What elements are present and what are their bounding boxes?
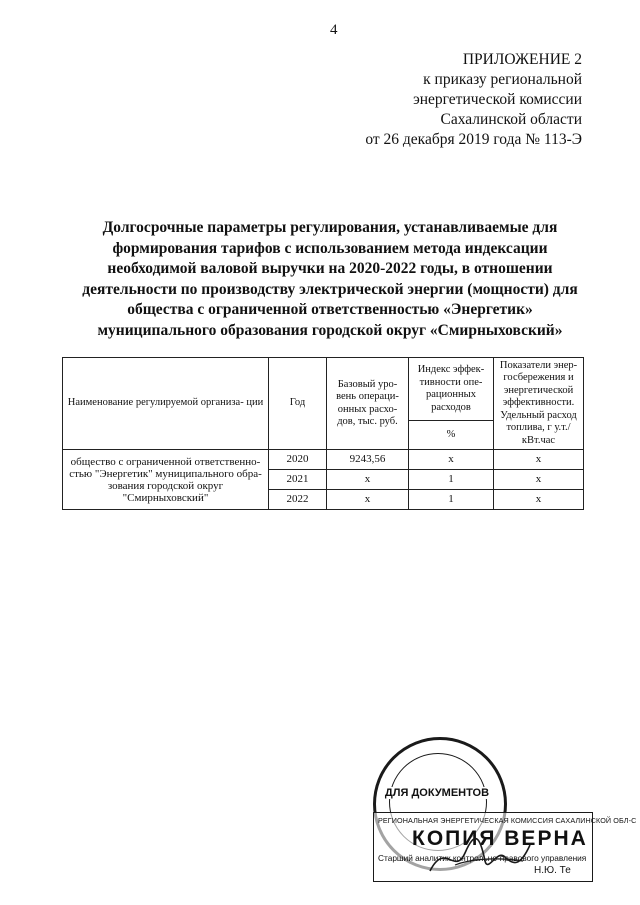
seal-for-documents-text: ДЛЯ ДОКУМЕНТОВ	[384, 787, 490, 799]
header-org: Наименование регулируемой организа- ции	[63, 358, 269, 450]
appendix-line: к приказу региональной	[423, 71, 582, 88]
energy-saving-cell: x	[494, 490, 584, 510]
title-line: формирования тарифов с использованием метода индексации	[112, 239, 548, 257]
stamp-organization: РЕГИОНАЛЬНАЯ ЭНЕРГЕТИЧЕСКАЯ КОМИССИЯ САХАЛИНСКОЙ ОБЛ-С	[378, 816, 637, 825]
title-line: деятельности по производству электрической энергии (мощности) для	[82, 280, 578, 298]
stamp-position: Старший аналитик контрольно-правового управления	[378, 853, 587, 863]
organization-cell: общество с ограниченной ответственно- стью "Энергетик" муниципального обра- зования городской округ "Смирныховский"	[63, 450, 269, 510]
header-year: Год	[269, 358, 327, 450]
stamp-name: Н.Ю. Те	[534, 865, 571, 876]
appendix-line: ПРИЛОЖЕНИЕ 2	[462, 51, 582, 68]
certified-copy-stamp	[355, 735, 637, 895]
energy-saving-cell: x	[494, 450, 584, 470]
base-costs-cell: x	[327, 470, 409, 490]
title-line: муниципального образования городской округ «Смирныховский»	[97, 321, 563, 339]
appendix-line: Сахалинской области	[440, 111, 582, 128]
title-line: общества с ограниченной ответственностью «Энергетик»	[127, 301, 533, 318]
base-costs-cell: x	[327, 490, 409, 510]
title-line: необходимой валовой выручки на 2020-2022 годы, в отношении	[107, 260, 553, 277]
document-title	[80, 218, 580, 341]
parameters-table	[62, 357, 584, 510]
header-energy-saving: Показатели энер- госбережения и энергетической эффективности. Удельный расход топлива, г у.т./кВт.час	[494, 358, 584, 450]
table-header-row	[63, 358, 584, 421]
header-base-costs: Базовый уро- вень операци- онных расхо- дов, тыс. руб.	[327, 358, 409, 450]
appendix-header	[282, 50, 582, 150]
appendix-line: от 26 декабря 2019 года № 113-Э	[365, 131, 582, 148]
table-row	[63, 450, 584, 470]
energy-saving-cell: x	[494, 470, 584, 490]
header-efficiency-index: Индекс эффек- тивности опе- рационных расходов	[409, 358, 494, 421]
appendix-line: энергетической комиссии	[413, 91, 582, 108]
year-cell: 2022	[269, 490, 327, 510]
signature-icon	[425, 831, 535, 881]
stamp-copy-true: КОПИЯ ВЕРНА	[412, 827, 588, 850]
year-cell: 2020	[269, 450, 327, 470]
header-efficiency-unit: %	[409, 421, 494, 450]
title-line: Долгосрочные параметры регулирования, устанавливаемые для	[102, 219, 558, 236]
efficiency-index-cell: 1	[409, 470, 494, 490]
page-number: 4	[330, 22, 338, 38]
efficiency-index-cell: x	[409, 450, 494, 470]
base-costs-cell: 9243,56	[327, 450, 409, 470]
year-cell: 2021	[269, 470, 327, 490]
efficiency-index-cell: 1	[409, 490, 494, 510]
